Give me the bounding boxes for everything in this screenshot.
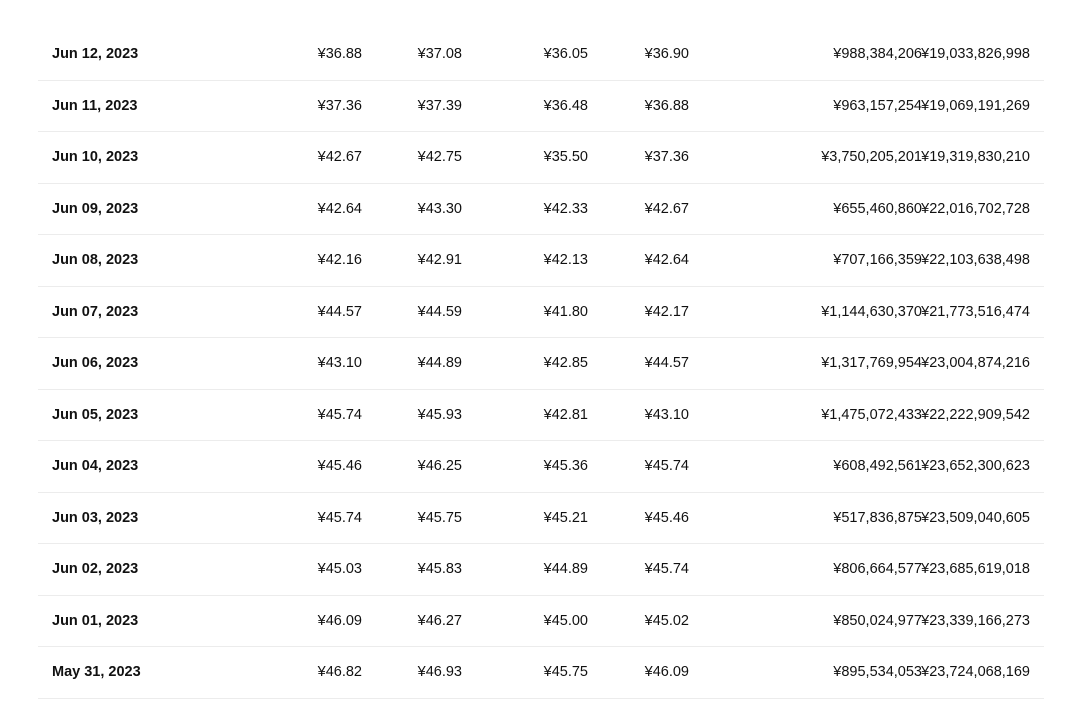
table-row <box>38 184 1044 236</box>
open-cell: ¥42.64 <box>317 200 362 217</box>
high-cell: ¥44.59 <box>417 303 462 320</box>
open-cell: ¥42.16 <box>317 252 362 268</box>
table-row <box>38 81 1044 133</box>
price-history-table <box>38 29 1044 699</box>
high-cell: ¥37.39 <box>417 97 462 114</box>
close-cell: ¥45.46 <box>644 509 689 526</box>
volume-cell: ¥3,750,205,201 <box>821 149 922 165</box>
volume-cell: ¥1,317,769,954 <box>821 355 922 371</box>
volume-cell: ¥963,157,254 <box>833 97 922 114</box>
high-cell: ¥44.89 <box>417 355 462 371</box>
market-cap-cell: ¥19,069,191,269 <box>921 97 1030 114</box>
date-cell: Jun 01, 2023 <box>52 612 139 629</box>
market-cap-cell: ¥19,033,826,998 <box>921 46 1030 62</box>
close-cell: ¥42.17 <box>644 303 689 320</box>
table-row <box>38 441 1044 493</box>
low-cell: ¥36.05 <box>543 46 588 62</box>
market-cap-cell: ¥22,222,909,542 <box>921 406 1030 423</box>
market-cap-cell: ¥23,652,300,623 <box>921 458 1030 474</box>
close-cell: ¥45.74 <box>644 561 689 577</box>
low-cell: ¥44.89 <box>543 561 588 577</box>
close-cell: ¥42.64 <box>644 252 689 268</box>
low-cell: ¥45.21 <box>543 509 588 526</box>
volume-cell: ¥1,475,072,433 <box>821 406 922 423</box>
table-row <box>38 338 1044 390</box>
high-cell: ¥46.25 <box>417 458 462 474</box>
high-cell: ¥46.93 <box>417 664 462 680</box>
low-cell: ¥36.48 <box>543 97 588 114</box>
date-cell: Jun 08, 2023 <box>52 252 139 268</box>
table-row <box>38 647 1044 699</box>
volume-cell: ¥988,384,206 <box>833 46 922 62</box>
open-cell: ¥43.10 <box>317 355 362 371</box>
open-cell: ¥45.46 <box>317 458 362 474</box>
close-cell: ¥36.88 <box>644 97 689 114</box>
low-cell: ¥45.75 <box>543 664 588 680</box>
open-cell: ¥45.74 <box>317 509 362 526</box>
market-cap-cell: ¥23,685,619,018 <box>921 561 1030 577</box>
high-cell: ¥45.93 <box>417 406 462 423</box>
volume-cell: ¥517,836,875 <box>833 509 922 526</box>
volume-cell: ¥608,492,561 <box>833 458 922 474</box>
low-cell: ¥42.81 <box>543 406 588 423</box>
open-cell: ¥36.88 <box>317 46 362 62</box>
date-cell: Jun 05, 2023 <box>52 406 139 423</box>
volume-cell: ¥895,534,053 <box>833 664 922 680</box>
date-cell: Jun 02, 2023 <box>52 561 139 577</box>
open-cell: ¥46.82 <box>317 664 362 680</box>
low-cell: ¥42.85 <box>543 355 588 371</box>
table-row <box>38 132 1044 184</box>
low-cell: ¥45.36 <box>543 458 588 474</box>
date-cell: Jun 04, 2023 <box>52 458 139 474</box>
low-cell: ¥41.80 <box>543 303 588 320</box>
table-row <box>38 235 1044 287</box>
volume-cell: ¥806,664,577 <box>833 561 922 577</box>
date-cell: Jun 09, 2023 <box>52 200 139 217</box>
volume-cell: ¥707,166,359 <box>833 252 922 268</box>
volume-cell: ¥850,024,977 <box>833 612 922 629</box>
close-cell: ¥45.74 <box>644 458 689 474</box>
market-cap-cell: ¥23,004,874,216 <box>921 355 1030 371</box>
close-cell: ¥46.09 <box>644 664 689 680</box>
high-cell: ¥37.08 <box>417 46 462 62</box>
date-cell: Jun 10, 2023 <box>52 149 139 165</box>
table-row <box>38 390 1044 442</box>
market-cap-cell: ¥23,724,068,169 <box>921 664 1030 680</box>
open-cell: ¥45.74 <box>317 406 362 423</box>
market-cap-cell: ¥22,103,638,498 <box>921 252 1030 268</box>
table-row <box>38 544 1044 596</box>
market-cap-cell: ¥22,016,702,728 <box>921 200 1030 217</box>
volume-cell: ¥1,144,630,370 <box>821 303 922 320</box>
date-cell: Jun 12, 2023 <box>52 46 139 62</box>
market-cap-cell: ¥21,773,516,474 <box>921 303 1030 320</box>
table-row <box>38 29 1044 81</box>
open-cell: ¥46.09 <box>317 612 362 629</box>
close-cell: ¥45.02 <box>644 612 689 629</box>
open-cell: ¥44.57 <box>317 303 362 320</box>
date-cell: Jun 03, 2023 <box>52 509 139 526</box>
date-cell: Jun 07, 2023 <box>52 303 139 320</box>
date-cell: Jun 11, 2023 <box>52 97 138 114</box>
close-cell: ¥43.10 <box>644 406 689 423</box>
open-cell: ¥42.67 <box>317 149 362 165</box>
date-cell: May 31, 2023 <box>52 664 141 680</box>
close-cell: ¥36.90 <box>644 46 689 62</box>
date-cell: Jun 06, 2023 <box>52 355 139 371</box>
high-cell: ¥45.83 <box>417 561 462 577</box>
low-cell: ¥35.50 <box>543 149 588 165</box>
table-row <box>38 287 1044 339</box>
high-cell: ¥43.30 <box>417 200 462 217</box>
high-cell: ¥45.75 <box>417 509 462 526</box>
market-cap-cell: ¥23,509,040,605 <box>921 509 1030 526</box>
low-cell: ¥42.33 <box>543 200 588 217</box>
open-cell: ¥45.03 <box>317 561 362 577</box>
low-cell: ¥45.00 <box>543 612 588 629</box>
market-cap-cell: ¥23,339,166,273 <box>921 612 1030 629</box>
close-cell: ¥37.36 <box>644 149 689 165</box>
close-cell: ¥42.67 <box>644 200 689 217</box>
high-cell: ¥42.75 <box>417 149 462 165</box>
close-cell: ¥44.57 <box>644 355 689 371</box>
table-row <box>38 493 1044 545</box>
high-cell: ¥46.27 <box>417 612 462 629</box>
high-cell: ¥42.91 <box>417 252 462 268</box>
market-cap-cell: ¥19,319,830,210 <box>921 149 1030 165</box>
low-cell: ¥42.13 <box>543 252 588 268</box>
volume-cell: ¥655,460,860 <box>833 200 922 217</box>
open-cell: ¥37.36 <box>317 97 362 114</box>
table-row <box>38 596 1044 648</box>
